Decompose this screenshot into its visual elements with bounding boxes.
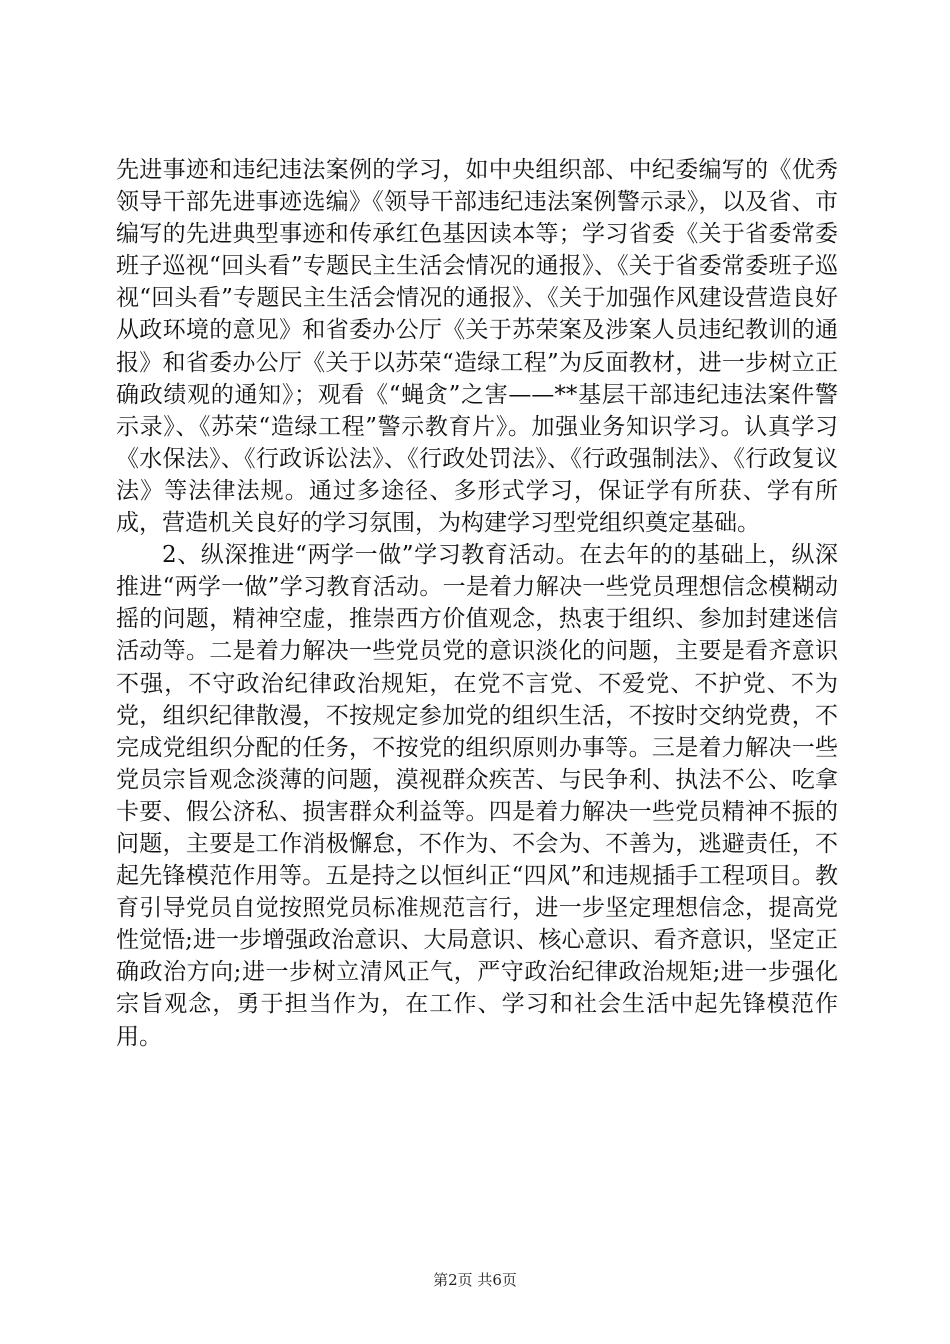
paragraph-continued: 先进事迹和违纪违法案例的学习，如中央组织部、中纪委编写的《优秀领导干部先进事迹选编》《领导干部违纪违法案例警示录》，以及省、市编写的先进典型事迹和传承红色基因读本等；学习省委《关于省委常委班子巡视“回头看”专题民主生活会情况的通报》、《关于省委常委班子巡视“回头看”专题民主生活会情况的通报》、《关于加强作风建设营造良好从政环境的意见》和省委办公厅《关于苏荣案及涉案人员违纪教训的通报》和省委办公厅《关于以苏荣“造绿工程”为反面教材，进一步树立正确政绩观的通知》；观看《“蝇贪”之害——**基层干部违纪违法案件警示录》、《苏荣“造绿工程”警示教育片》。加强业务知识学习。认真学习《水保法》、《行政诉讼法》、《行政处罚法》、《行政强制法》、《行政复议法》等法律法规。通过多途径、多形式学习，保证学有所获、学有所成，营造机关良好的学习氛围，为构建学习型党组织奠定基础。 [116,157,838,537]
paragraph-two-study-one-do: 2、纵深推进“两学一做”学习教育活动。在去年的的基础上，纵深推进“两学一做”学习教育活动。一是着力解决一些党员理想信念模糊动摇的问题，精神空虚，推崇西方价值观念，热衷于组织、参加封建迷信活动等。二是着力解决一些党员党的意识淡化的问题，主要是看齐意识不强，不守政治纪律政治规矩，在党不言党、不爱党、不护党、不为党，组织纪律散漫，不按规定参加党的组织生活，不按时交纳党费，不完成党组织分配的任务，不按党的组织原则办事等。三是着力解决一些党员宗旨观念淡薄的问题，漠视群众疾苦、与民争利、执法不公、吃拿卡要、假公济私、损害群众利益等。四是着力解决一些党员精神不振的问题，主要是工作消极懈怠，不作为、不会为、不善为，逃避责任，不起先锋模范作用等。五是持之以恒纠正“四风”和违规插手工程项目。教育引导党员自觉按照党员标准规范言行，进一步坚定理想信念，提高党性觉悟;进一步增强政治意识、大局意识、核心意识、看齐意识，坚定正确政治方向;进一步树立清风正气，严守政治纪律政治规矩;进一步强化宗旨观念，勇于担当作为，在工作、学习和社会生活中起先锋模范作用。 [116,542,838,1050]
page-footer: 第2页 共6页 [433,1271,517,1289]
document-body [116,154,838,1053]
